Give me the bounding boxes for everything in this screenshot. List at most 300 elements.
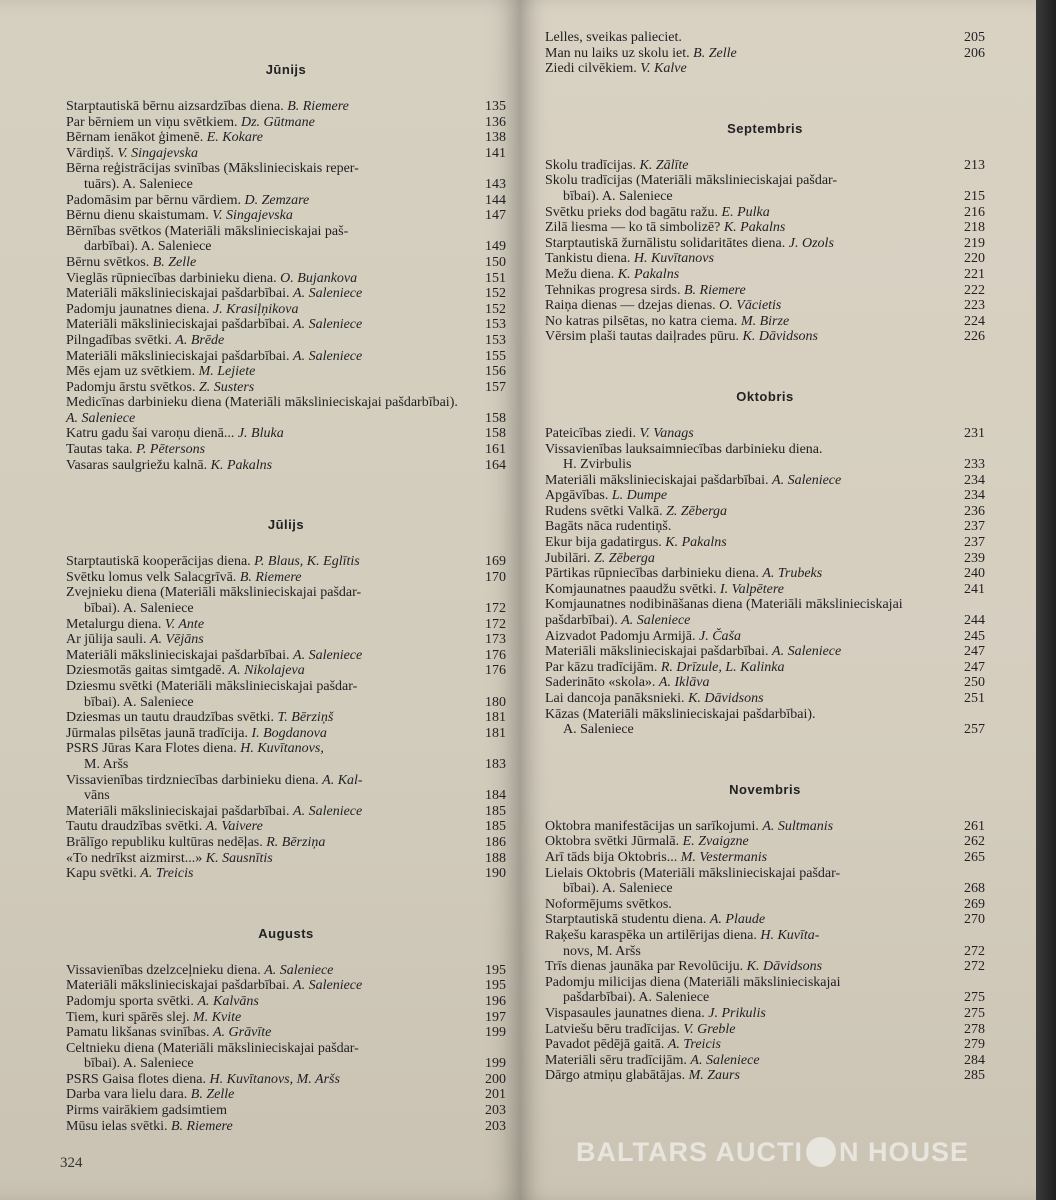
entry-author: B. Zelle bbox=[190, 1087, 235, 1103]
entry-author: K. Pakalns bbox=[723, 220, 786, 236]
toc-entry bbox=[66, 773, 506, 804]
entry-title: Padomju jaunatnes diena. bbox=[66, 301, 210, 317]
toc-entry bbox=[545, 582, 985, 598]
entry-page-number: 215 bbox=[964, 188, 985, 204]
entry-title: Vieglās rūpniecības darbinieku diena. bbox=[66, 270, 277, 286]
entry-page-number: 206 bbox=[964, 45, 985, 61]
toc-entry bbox=[545, 1022, 985, 1038]
month-section bbox=[545, 782, 985, 1084]
entry-title: Materiāli mākslinieciskajai pašdarbībai. bbox=[66, 317, 290, 333]
toc-entry bbox=[545, 975, 985, 1006]
entry-author: Z. Zēberga bbox=[666, 503, 728, 519]
entry-page-number: 275 bbox=[964, 990, 985, 1006]
entry-page-number: 261 bbox=[964, 818, 985, 834]
entry-page-number: 181 bbox=[485, 710, 506, 726]
entry-page-number: 222 bbox=[964, 282, 985, 298]
entry-author: J. Čaša bbox=[698, 628, 741, 644]
entry-title: Tautas taka. bbox=[66, 442, 133, 458]
entry-author: A. Sultmanis bbox=[762, 818, 834, 834]
entry-title: Saderināto «skola». bbox=[545, 675, 656, 691]
entry-author: M. Vestermanis bbox=[680, 849, 768, 865]
entry-title: Vasaras saulgriežu kalnā. bbox=[66, 457, 208, 473]
entry-author: O. Vācietis bbox=[719, 298, 782, 314]
entry-title: Metalurgu diena. bbox=[66, 616, 162, 632]
entry-page-number: 245 bbox=[964, 628, 985, 644]
entry-title: Svētku lomus velk Salacgrīvā. bbox=[66, 569, 237, 585]
entry-author: A. Saleniece bbox=[293, 348, 363, 364]
toc-entry bbox=[66, 851, 506, 867]
entry-author: K. Sausnītis bbox=[205, 850, 273, 866]
entry-title: Raķešu karaspēka un artilērijas diena. bbox=[545, 927, 757, 943]
entry-title: Vispasaules jaunatnes diena. bbox=[545, 1005, 705, 1021]
entry-title: Mūsu ielas svētki. bbox=[66, 1118, 168, 1134]
entry-page-number: 237 bbox=[964, 519, 985, 535]
toc-entry bbox=[66, 804, 506, 820]
entry-page-number: 203 bbox=[485, 1103, 506, 1119]
entry-title: Kāzas (Materiāli mākslinieciskajai pašdarbībai). bbox=[545, 706, 816, 722]
entry-author: A. Saleniece bbox=[264, 962, 334, 978]
entry-author: A. Trubeks bbox=[762, 566, 823, 582]
entry-page-number: 257 bbox=[964, 722, 985, 738]
toc-entry bbox=[545, 959, 985, 975]
entry-title: Vissavienības dzelzceļnieku diena. bbox=[66, 962, 261, 978]
toc-entry bbox=[66, 617, 506, 633]
toc-entry bbox=[545, 473, 985, 489]
entry-continuation: bībai). A. Saleniece bbox=[563, 188, 673, 204]
entry-title: Dziesmotās gaitas simtgadē. bbox=[66, 663, 226, 679]
entry-page-number: 240 bbox=[964, 566, 985, 582]
entry-page-number: 279 bbox=[964, 1037, 985, 1053]
entry-page-number: 195 bbox=[485, 962, 506, 978]
entry-author: I. Bogdanova bbox=[251, 725, 327, 741]
entry-page-number: 199 bbox=[485, 1025, 506, 1041]
entry-author: E. Kokare bbox=[206, 130, 263, 146]
toc-entry bbox=[545, 173, 985, 204]
toc-entry bbox=[545, 488, 985, 504]
entry-page-number: 241 bbox=[964, 581, 985, 597]
toc-entry bbox=[66, 255, 506, 271]
entry-page-number: 138 bbox=[485, 130, 506, 146]
entry-page-number: 144 bbox=[485, 192, 506, 208]
entry-title: Tiem, kuri spārēs slej. bbox=[66, 1009, 190, 1025]
entry-page-number: 188 bbox=[485, 850, 506, 866]
toc-entry bbox=[545, 298, 985, 314]
toc-entry bbox=[66, 710, 506, 726]
entry-page-number: 176 bbox=[485, 647, 506, 663]
entry-page-number: 269 bbox=[964, 896, 985, 912]
entry-page-number: 197 bbox=[485, 1009, 506, 1025]
toc-entry bbox=[66, 978, 506, 994]
entry-continuation: bībai). A. Saleniece bbox=[84, 694, 194, 710]
entry-page-number: 234 bbox=[964, 472, 985, 488]
toc-entry bbox=[545, 519, 985, 535]
entry-author: A. Treicis bbox=[667, 1037, 721, 1053]
entry-title: PSRS Jūras Kara Flotes diena. bbox=[66, 741, 237, 757]
entry-page-number: 181 bbox=[485, 725, 506, 741]
toc-entry bbox=[66, 1025, 506, 1041]
left-column-contents bbox=[66, 62, 506, 1178]
toc-entry bbox=[545, 1068, 985, 1084]
entry-title: Pilngadības svētki. bbox=[66, 332, 172, 348]
entry-title: Dziesmu svētki (Materiāli mākslinieciskajai pašdar- bbox=[66, 679, 358, 694]
entry-page-number: 275 bbox=[964, 1005, 985, 1021]
toc-entry bbox=[66, 1119, 506, 1135]
toc-entry bbox=[545, 850, 985, 866]
entry-continuation: pašdarbībai). A. Saleniece bbox=[563, 990, 710, 1006]
toc-entry bbox=[66, 741, 506, 772]
entry-page-number: 158 bbox=[485, 410, 506, 426]
toc-entry bbox=[545, 897, 985, 913]
entry-author: L. Dumpe bbox=[611, 488, 668, 504]
entry-page-number: 226 bbox=[964, 329, 985, 345]
entry-author: A. Saleniece bbox=[293, 647, 363, 663]
entry-author: H. Kuvītanovs, M. Aršs bbox=[209, 1071, 340, 1087]
entry-author: A. Grāvīte bbox=[213, 1025, 272, 1041]
month-heading: Augusts bbox=[258, 925, 314, 941]
entry-page-number: 150 bbox=[485, 254, 506, 270]
entry-author: P. Blaus, K. Eglītis bbox=[254, 554, 360, 570]
entry-page-number: 151 bbox=[485, 270, 506, 286]
toc-entry bbox=[545, 504, 985, 520]
entry-author: K. Pakalns bbox=[210, 457, 273, 473]
toc-entry bbox=[66, 364, 506, 380]
toc-entry bbox=[545, 644, 985, 660]
toc-entry bbox=[66, 679, 506, 710]
entry-title: Jūrmalas pilsētas jaunā tradīcija. bbox=[66, 725, 248, 741]
entry-page-number: 224 bbox=[964, 313, 985, 329]
entry-title: Pārtikas rūpniecības darbinieku diena. bbox=[545, 566, 759, 582]
toc-entry bbox=[66, 866, 506, 882]
entry-page-number: 169 bbox=[485, 554, 506, 570]
entry-page-number: 200 bbox=[485, 1071, 506, 1087]
entry-page-number: 285 bbox=[964, 1068, 985, 1084]
entry-page-number: 219 bbox=[964, 235, 985, 251]
entry-title: Mežu diena. bbox=[545, 266, 615, 282]
entry-continuation: tuārs). A. Saleniece bbox=[84, 176, 193, 192]
entry-title: Apgāvības. bbox=[545, 488, 609, 504]
entry-page-number: 233 bbox=[964, 457, 985, 473]
entry-author: K. Dāvidsons bbox=[688, 691, 764, 706]
toc-entry bbox=[545, 205, 985, 221]
entry-page-number: 157 bbox=[485, 379, 506, 395]
entry-author: H. Kuvītanovs bbox=[633, 251, 714, 267]
entry-title: Starptautiskā žurnālistu solidaritātes diena. bbox=[545, 235, 786, 251]
toc-entry bbox=[545, 1053, 985, 1069]
entry-title: Padomju ārstu svētkos. bbox=[66, 379, 196, 395]
entry-author: J. Bluka bbox=[237, 426, 284, 442]
entry-page-number: 183 bbox=[485, 756, 506, 772]
entry-title: Arī tāds bija Oktobris... bbox=[545, 849, 678, 865]
entry-page-number: 244 bbox=[964, 613, 985, 629]
entry-page-number: 196 bbox=[485, 993, 506, 1009]
entry-page-number: 135 bbox=[485, 99, 506, 114]
toc-entry bbox=[545, 46, 985, 62]
entry-title: Ar jūlija sauli. bbox=[66, 632, 147, 648]
entry-author: H. Kuvītanovs, bbox=[240, 741, 324, 757]
entry-page-number: 149 bbox=[485, 239, 506, 255]
toc-entry bbox=[545, 866, 985, 897]
entry-author: A. Nikolajeva bbox=[228, 663, 305, 679]
entry-title: Tautu draudzības svētki. bbox=[66, 819, 203, 835]
entry-page-number: 172 bbox=[485, 601, 506, 617]
entry-author: B. Riemere bbox=[684, 282, 746, 298]
entry-author: A. Saleniece bbox=[293, 978, 363, 994]
toc-entry bbox=[66, 648, 506, 664]
entry-title: Tankistu diena. bbox=[545, 251, 631, 267]
entry-page-number: 247 bbox=[964, 644, 985, 660]
entry-page-number: 234 bbox=[964, 488, 985, 504]
entry-title: Rudens svētki Valkā. bbox=[545, 503, 663, 519]
auction-watermark bbox=[576, 1132, 976, 1172]
entry-title: Materiāli sēru tradīcijām. bbox=[545, 1052, 687, 1068]
toc-entry bbox=[545, 675, 985, 691]
entry-page-number: 153 bbox=[485, 332, 506, 348]
entry-author: V. Kalve bbox=[640, 61, 687, 77]
month-heading: Novembris bbox=[729, 781, 801, 797]
entry-author: B. Riemere bbox=[171, 1118, 233, 1134]
toc-entry bbox=[66, 663, 506, 679]
month-section bbox=[545, 121, 985, 345]
entry-page-number: 262 bbox=[964, 834, 985, 850]
entry-page-number: 265 bbox=[964, 849, 985, 865]
entry-page-number: 172 bbox=[485, 616, 506, 632]
toc-entry bbox=[545, 426, 985, 442]
entry-page-number: 213 bbox=[964, 157, 985, 173]
entry-title: Noformējums svētkos. bbox=[545, 896, 672, 912]
toc-entry bbox=[545, 236, 985, 252]
entry-page-number: 278 bbox=[964, 1021, 985, 1037]
entry-continuation: darbībai). A. Saleniece bbox=[84, 239, 212, 255]
entry-author: O. Bujankova bbox=[280, 270, 358, 286]
entry-page-number: 199 bbox=[485, 1056, 506, 1072]
entry-title: Zvejnieku diena (Materiāli mākslinieciskajai pašdar- bbox=[66, 585, 362, 601]
toc-entry bbox=[545, 660, 985, 676]
entry-title: Materiāli mākslinieciskajai pašdarbībai. bbox=[66, 647, 290, 663]
continued-entries bbox=[545, 30, 985, 77]
entry-title: Ziedi cilvēkiem. bbox=[545, 61, 637, 77]
entry-author: V. Singajevska bbox=[212, 208, 293, 224]
entry-page-number: 164 bbox=[485, 457, 506, 473]
entry-title: Ekur bija gadatirgus. bbox=[545, 535, 662, 551]
entry-page-number: 239 bbox=[964, 550, 985, 566]
entry-page-number: 184 bbox=[485, 788, 506, 804]
entry-title: Darba vara lielu dara. bbox=[66, 1087, 188, 1103]
entry-title: Starptautiskā bērnu aizsardzības diena. bbox=[66, 99, 284, 114]
entry-title: Bērnības svētkos (Materiāli mākslinieciskajai paš- bbox=[66, 223, 349, 239]
entry-page-number: 203 bbox=[485, 1118, 506, 1134]
entry-title: Vissavienības tirdzniecības darbinieku diena. bbox=[66, 772, 319, 788]
entry-continuation: bībai). A. Saleniece bbox=[84, 601, 194, 617]
month-section bbox=[66, 926, 506, 1135]
entry-author: A. Kalvāns bbox=[197, 993, 259, 1009]
toc-entry bbox=[66, 146, 506, 162]
entry-title: Lelles, sveikas palieciet. bbox=[545, 30, 682, 45]
entry-title: Trīs dienas jaunāka par Revolūciju. bbox=[545, 959, 744, 975]
toc-entry bbox=[66, 726, 506, 742]
entry-author: A. Saleniece bbox=[293, 803, 363, 819]
entry-page-number: 155 bbox=[485, 348, 506, 364]
toc-entry bbox=[66, 1041, 506, 1072]
entry-author: E. Zvaigzne bbox=[682, 834, 749, 850]
entry-continuation: novs, M. Aršs bbox=[563, 943, 641, 959]
entry-page-number: 272 bbox=[964, 959, 985, 975]
entry-page-number: 147 bbox=[485, 208, 506, 224]
entry-author: A. Saleniece bbox=[772, 472, 842, 488]
toc-entry bbox=[66, 554, 506, 570]
entry-page-number: 161 bbox=[485, 442, 506, 458]
toc-entry bbox=[545, 819, 985, 835]
toc-entry bbox=[545, 220, 985, 236]
toc-entry bbox=[66, 317, 506, 333]
entry-author: A. Vējāns bbox=[150, 632, 204, 648]
entry-title: Materiāli mākslinieciskajai pašdarbībai. bbox=[66, 803, 290, 819]
entry-page-number: 195 bbox=[485, 978, 506, 994]
entry-author: A. Saleniece bbox=[293, 317, 363, 333]
entry-title: Man nu laiks uz skolu iet. bbox=[545, 45, 690, 61]
entry-author: V. Vanags bbox=[639, 425, 694, 441]
entry-page-number: 186 bbox=[485, 834, 506, 850]
toc-entry bbox=[545, 158, 985, 174]
entry-page-number: 221 bbox=[964, 266, 985, 282]
entry-author: A. Plaude bbox=[709, 912, 766, 928]
entry-title: Latviešu bēru tradīcijas. bbox=[545, 1021, 680, 1037]
entry-title: Bērnu dienu skaistumam. bbox=[66, 208, 209, 224]
toc-entry bbox=[66, 208, 506, 224]
entry-page-number: 284 bbox=[964, 1052, 985, 1068]
toc-entry bbox=[66, 130, 506, 146]
toc-entry bbox=[66, 994, 506, 1010]
entry-page-number: 250 bbox=[964, 675, 985, 691]
entry-page-number: 251 bbox=[964, 691, 985, 706]
entry-title: Par bērniem un viņu svētkiem. bbox=[66, 114, 238, 130]
toc-entry bbox=[66, 99, 506, 115]
watermark-text-part2: N HOUSE bbox=[838, 1136, 970, 1167]
entry-author: I. Valpētere bbox=[719, 581, 784, 597]
toc-entry bbox=[545, 30, 985, 46]
entry-author: A. Treicis bbox=[140, 866, 194, 882]
toc-entry bbox=[545, 61, 985, 77]
entry-author: B. Riemere bbox=[239, 569, 302, 585]
entry-page-number: 136 bbox=[485, 114, 506, 130]
toc-entry bbox=[66, 426, 506, 442]
toc-entry bbox=[66, 380, 506, 396]
entry-author: R. Drīzule, L. Kalinka bbox=[660, 659, 785, 675]
entry-author: K. Zālīte bbox=[639, 157, 689, 173]
entry-page-number: 247 bbox=[964, 659, 985, 675]
toc-entry bbox=[545, 267, 985, 283]
entry-title: Zilā liesma — ko tā simbolizē? bbox=[545, 220, 721, 236]
entry-author: P. Pētersons bbox=[136, 442, 206, 458]
toc-entry bbox=[545, 928, 985, 959]
entry-continuation: bībai). A. Saleniece bbox=[84, 1056, 194, 1072]
entry-page-number: 190 bbox=[485, 866, 506, 882]
entry-author: M. Birze bbox=[740, 313, 790, 329]
toc-entry bbox=[66, 1072, 506, 1088]
entry-title: Vērsim plaši tautas daiļrades pūru. bbox=[545, 329, 740, 345]
entry-title: Materiāli mākslinieciskajai pašdarbībai. bbox=[545, 472, 769, 488]
entry-title: Svētku prieks dod bagātu ražu. bbox=[545, 204, 719, 220]
toc-entry bbox=[66, 585, 506, 616]
entry-page-number: 237 bbox=[964, 535, 985, 551]
entry-author: J. Krasiļņikova bbox=[212, 301, 299, 317]
entry-title: No katras pilsētas, no katra ciema. bbox=[545, 313, 738, 329]
toc-entry bbox=[66, 1087, 506, 1103]
entry-title: Medicīnas darbinieku diena (Materiāli mākslinieciskajai pašdarbībai). bbox=[66, 395, 458, 411]
month-heading: Jūlijs bbox=[267, 517, 305, 533]
entry-title: Materiāli mākslinieciskajai pašdarbībai. bbox=[66, 978, 290, 994]
entry-title: Vissavienības lauksaimniecības darbinieku diena. bbox=[545, 441, 823, 457]
month-section bbox=[545, 389, 985, 738]
toc-entry bbox=[66, 333, 506, 349]
entry-title: Bērnam ienākot ģimenē. bbox=[66, 130, 204, 146]
entry-author: V. Ante bbox=[164, 616, 205, 632]
toc-entry bbox=[66, 458, 506, 474]
entry-title: Bērna reģistrācijas svinības (Mākslinieciskais reper- bbox=[66, 161, 359, 177]
entry-page-number: 272 bbox=[964, 943, 985, 959]
toc-entry bbox=[545, 566, 985, 582]
entry-title: Tehnikas progresa sirds. bbox=[545, 282, 681, 298]
entry-author: K. Dāvidsons bbox=[742, 329, 818, 345]
entry-title: Starptautiskā kooperācijas diena. bbox=[66, 554, 251, 570]
entry-author: V. Singajevska bbox=[117, 145, 198, 161]
entry-title: Skolu tradīcijas (Materiāli mākslinieciskajai pašdar- bbox=[545, 173, 838, 189]
toc-entry bbox=[66, 349, 506, 365]
entry-page-number: 205 bbox=[964, 30, 985, 45]
entry-title: Pirms vairākiem gadsimtiem bbox=[66, 1103, 227, 1119]
entry-page-number: 268 bbox=[964, 881, 985, 897]
toc-entry bbox=[66, 286, 506, 302]
entry-title: Katru gadu šai varoņu dienā... bbox=[66, 426, 235, 442]
entry-title: Jubilāri. bbox=[545, 550, 591, 566]
toc-entry bbox=[545, 1037, 985, 1053]
entry-title: Kapu svētki. bbox=[66, 866, 137, 882]
toc-entry bbox=[66, 193, 506, 209]
entry-title: Komjaunatnes paaudžu svētki. bbox=[545, 581, 717, 597]
entry-author: R. Bērziņa bbox=[266, 834, 326, 850]
toc-entry bbox=[66, 835, 506, 851]
entry-title: Skolu tradīcijas. bbox=[545, 157, 636, 173]
entry-title: Bagāts nāca rudentiņš. bbox=[545, 519, 672, 535]
entry-author: Dz. Gūtmane bbox=[240, 114, 315, 130]
toc-entry bbox=[545, 691, 985, 707]
entry-page-number: 270 bbox=[964, 912, 985, 928]
entry-page-number: 141 bbox=[485, 145, 506, 161]
entry-page-number: 176 bbox=[485, 663, 506, 679]
page-edge-shadow bbox=[1036, 0, 1056, 1200]
entry-page-number: 180 bbox=[485, 694, 506, 710]
entry-author: M. Lejiete bbox=[198, 364, 256, 380]
watermark-text-part1: BALTARS AUCTI bbox=[576, 1136, 803, 1167]
entry-continuation: A. Saleniece bbox=[563, 722, 634, 738]
month-heading: Oktobris bbox=[736, 388, 794, 404]
entry-title: Celtnieku diena (Materiāli mākslinieciskajai pašdar- bbox=[66, 1040, 359, 1056]
toc-entry bbox=[66, 442, 506, 458]
toc-entry bbox=[66, 570, 506, 586]
entry-title: Vārdiņš. bbox=[66, 145, 114, 161]
entry-author: A. Saleniece bbox=[293, 286, 363, 302]
toc-entry bbox=[66, 161, 506, 192]
toc-entry bbox=[66, 1103, 506, 1119]
entry-author: D. Zemzare bbox=[244, 192, 310, 208]
entry-title: Oktobra manifestācijas un sarīkojumi. bbox=[545, 818, 759, 834]
toc-entry bbox=[66, 819, 506, 835]
entry-continuation: bībai). A. Saleniece bbox=[563, 881, 673, 897]
toc-entry bbox=[66, 115, 506, 131]
entry-title: «To nedrīkst aizmirst...» bbox=[66, 850, 203, 866]
entry-page-number: 201 bbox=[485, 1087, 506, 1103]
month-heading: Jūnijs bbox=[265, 62, 307, 77]
entry-author: A. Saleniece bbox=[690, 1052, 760, 1068]
